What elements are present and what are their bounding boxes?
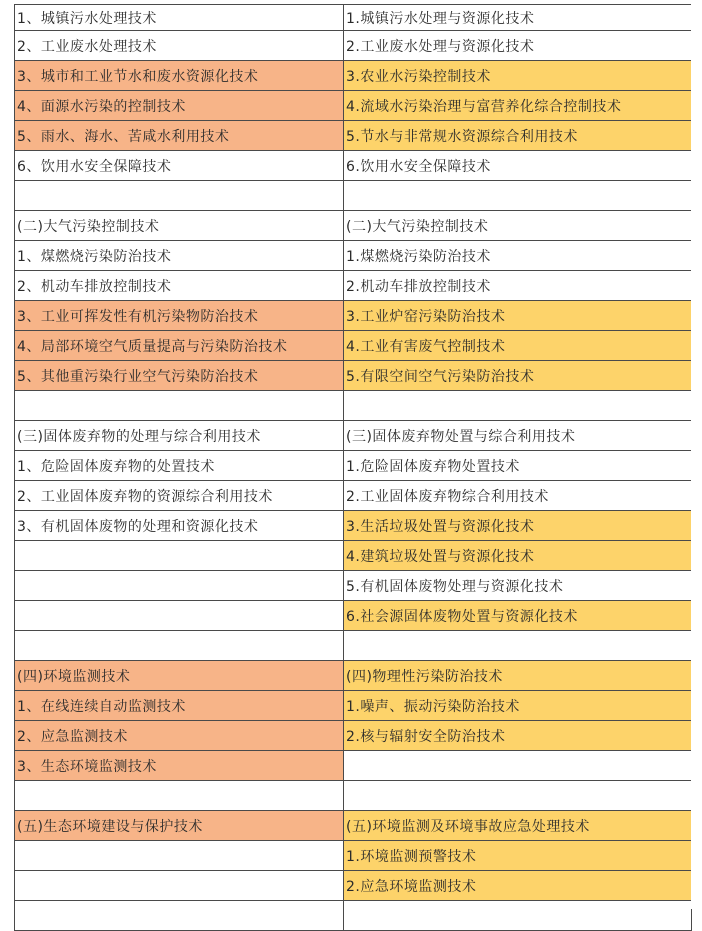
left-cell[interactable] [15, 871, 344, 901]
left-cell[interactable]: 1、在线连续自动监测技术 [15, 691, 344, 721]
right-cell[interactable]: 5.有机固体废物处理与资源化技术 [344, 571, 692, 601]
comparison-table-container [14, 4, 692, 931]
table-row [15, 871, 692, 901]
table-row [15, 211, 692, 241]
left-cell[interactable]: (五)生态环境建设与保护技术 [15, 811, 344, 841]
table-row [15, 571, 692, 601]
left-cell[interactable]: (三)固体废弃物的处理与综合利用技术 [15, 421, 344, 451]
right-cell[interactable]: 2.核与辐射安全防治技术 [344, 721, 692, 751]
right-cell[interactable]: 5.节水与非常规水资源综合利用技术 [344, 121, 692, 151]
left-cell[interactable]: (四)环境监测技术 [15, 661, 344, 691]
left-cell[interactable] [15, 631, 344, 661]
left-cell[interactable]: 2、机动车排放控制技术 [15, 271, 344, 301]
right-cell[interactable] [344, 391, 692, 421]
right-cell[interactable]: 1.煤燃烧污染防治技术 [344, 241, 692, 271]
right-cell[interactable]: (三)固体废弃物处置与综合利用技术 [344, 421, 692, 451]
left-cell[interactable] [15, 841, 344, 871]
left-cell[interactable]: 6、饮用水安全保障技术 [15, 151, 344, 181]
left-cell[interactable] [15, 781, 344, 811]
left-cell[interactable]: 1、危险固体废弃物的处置技术 [15, 451, 344, 481]
left-cell[interactable] [15, 601, 344, 631]
left-cell[interactable]: 3、生态环境监测技术 [15, 751, 344, 781]
table-row [15, 781, 692, 811]
right-cell[interactable]: 1.环境监测预警技术 [344, 841, 692, 871]
table-row [15, 691, 692, 721]
table-row [15, 721, 692, 751]
table-row [15, 301, 692, 331]
table-row [15, 361, 692, 391]
comparison-table [14, 4, 692, 931]
right-cell[interactable]: 3.工业炉窑污染防治技术 [344, 301, 692, 331]
left-cell[interactable] [15, 541, 344, 571]
left-cell[interactable]: 1、煤燃烧污染防治技术 [15, 241, 344, 271]
left-cell[interactable] [15, 901, 344, 931]
table-row [15, 541, 692, 571]
table-row [15, 841, 692, 871]
left-cell[interactable]: 4、面源水污染的控制技术 [15, 91, 344, 121]
table-row [15, 91, 692, 121]
right-cell[interactable]: 3.农业水污染控制技术 [344, 61, 692, 91]
right-cell[interactable]: 1.危险固体废弃物处置技术 [344, 451, 692, 481]
right-cell[interactable]: 6.社会源固体废物处置与资源化技术 [344, 601, 692, 631]
right-cell[interactable]: 4.工业有害废气控制技术 [344, 331, 692, 361]
left-cell[interactable]: 3、城市和工业节水和废水资源化技术 [15, 61, 344, 91]
table-row [15, 61, 692, 91]
table-row [15, 661, 692, 691]
table-row [15, 181, 692, 211]
table-row [15, 5, 692, 31]
right-cell[interactable]: (二)大气污染控制技术 [344, 211, 692, 241]
table-row [15, 391, 692, 421]
right-cell[interactable]: 2.工业废水处理与资源化技术 [344, 31, 692, 61]
right-cell[interactable]: 5.有限空间空气污染防治技术 [344, 361, 692, 391]
table-row [15, 751, 692, 781]
table-row [15, 811, 692, 841]
table-row [15, 121, 692, 151]
right-cell[interactable]: 3.生活垃圾处置与资源化技术 [344, 511, 692, 541]
right-cell[interactable] [344, 631, 692, 661]
left-cell[interactable] [15, 571, 344, 601]
left-cell[interactable]: 4、局部环境空气质量提高与污染防治技术 [15, 331, 344, 361]
table-row [15, 451, 692, 481]
left-cell[interactable] [15, 181, 344, 211]
left-cell[interactable]: 2、工业废水处理技术 [15, 31, 344, 61]
right-cell[interactable] [344, 751, 692, 781]
left-cell[interactable]: 1、城镇污水处理技术 [15, 5, 344, 31]
right-cell[interactable]: 6.饮用水安全保障技术 [344, 151, 692, 181]
table-row [15, 151, 692, 181]
left-cell[interactable]: 3、有机固体废物的处理和资源化技术 [15, 511, 344, 541]
left-cell[interactable]: 5、雨水、海水、苦咸水利用技术 [15, 121, 344, 151]
table-row [15, 601, 692, 631]
right-cell[interactable]: 4.建筑垃圾处置与资源化技术 [344, 541, 692, 571]
right-cell[interactable]: 2.机动车排放控制技术 [344, 271, 692, 301]
right-cell[interactable] [344, 901, 692, 931]
table-row [15, 421, 692, 451]
left-cell[interactable]: 2、工业固体废弃物的资源综合利用技术 [15, 481, 344, 511]
table-row [15, 271, 692, 301]
left-cell[interactable]: 2、应急监测技术 [15, 721, 344, 751]
right-cell[interactable]: 2.应急环境监测技术 [344, 871, 692, 901]
right-cell[interactable]: 1.噪声、振动污染防治技术 [344, 691, 692, 721]
right-cell[interactable]: (四)物理性污染防治技术 [344, 661, 692, 691]
right-cell[interactable]: 2.工业固体废弃物综合利用技术 [344, 481, 692, 511]
table-row [15, 901, 692, 931]
top-edge [14, 0, 692, 4]
right-margin [691, 0, 702, 909]
left-cell[interactable]: (二)大气污染控制技术 [15, 211, 344, 241]
right-cell[interactable] [344, 781, 692, 811]
left-cell[interactable]: 5、其他重污染行业空气污染防治技术 [15, 361, 344, 391]
table-row [15, 331, 692, 361]
left-cell[interactable]: 3、工业可挥发性有机污染物防治技术 [15, 301, 344, 331]
right-cell[interactable] [344, 181, 692, 211]
table-row [15, 241, 692, 271]
table-row [15, 511, 692, 541]
table-row [15, 31, 692, 61]
table-row [15, 631, 692, 661]
right-cell[interactable]: (五)环境监测及环境事故应急处理技术 [344, 811, 692, 841]
left-cell[interactable] [15, 391, 344, 421]
right-cell[interactable]: 1.城镇污水处理与资源化技术 [344, 5, 692, 31]
table-row [15, 481, 692, 511]
table-body [15, 5, 692, 931]
right-cell[interactable]: 4.流域水污染治理与富营养化综合控制技术 [344, 91, 692, 121]
